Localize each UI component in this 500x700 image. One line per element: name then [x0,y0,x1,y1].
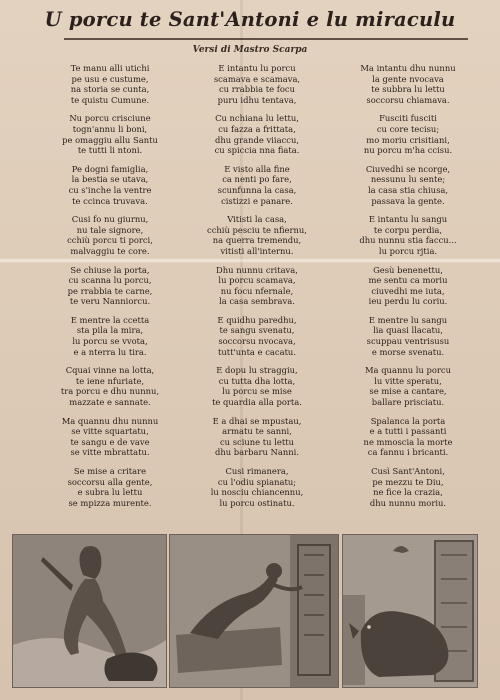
poem-line: nu focu nfernale, [220,285,294,296]
poem-line: la bestia se utava, [71,174,149,185]
poem-line: togn'annu li boni, [72,123,148,134]
poem-stanza [182,164,332,206]
poem-line: E dopu lu straggiu, [216,365,298,376]
poem-stanza [333,365,483,407]
poem-line: se mise a cantare, [369,386,447,397]
poem-stanza [35,466,185,508]
poem-stanza [35,265,185,307]
poem-line: na querra tremendu, [212,235,302,246]
poem-line: cu sciune tu lettu [219,436,294,447]
poem-line: dhu grande viiaccu, [214,134,300,145]
poem-column-1 [35,63,185,516]
man-fighting-pig-illustration [12,534,167,688]
poem-line: pe rrabbia te carne, [67,285,153,296]
illustration-3-drawing [343,535,477,687]
title-underline [64,38,468,40]
poem-line: la casa sembrava. [219,296,295,307]
poem-line: mo moriu crisitiani, [366,134,450,145]
poem-line: dhu nunnu moriu. [369,497,447,508]
poem-line: lu nosciu chiancennu, [210,487,304,498]
poem-line: lu porcu se mise [222,386,292,397]
poem-line: cu tutta dha lotta, [218,375,296,386]
poem-line: Cquai vinne na lotta, [65,365,155,376]
poem-line: Fusciti fusciti [379,113,437,124]
poem-line: puru idhu tentava, [217,94,297,105]
poem-stanza [333,265,483,307]
poem-line: lu porcu rjtia. [378,245,438,256]
poem-line: nu tale signore, [76,224,144,235]
poem-line: te quardia alla porta. [212,397,302,408]
poem-line: Spalanca la porta [370,415,446,426]
poem-stanza [182,113,332,155]
poem-stanza [35,214,185,256]
poem-line: ciuvedhi me iuta, [371,285,445,296]
poem-line: te quistu Cumune. [70,94,150,105]
poem-line: te sangu svenatu, [219,325,295,336]
poem-line: na storia se cunta, [70,84,150,95]
poem-line: E intantu lu sangu [368,214,448,225]
illustration-1-drawing [13,535,166,687]
poem-line: la gente nvocava [372,73,444,84]
poem-line: dhu barbaru Nanni. [214,447,300,458]
poem-line: pe mezzu te Diu, [372,476,444,487]
poem-line: ca nenti po fare, [222,174,292,185]
poem-line: cu rrabbia te focu [218,84,295,95]
poem-line: la casa stia chiusa, [367,184,449,195]
poem-line: malvaggiu te core. [70,245,150,256]
poem-line: dhu nunnu stia faccu... [359,235,457,246]
poem-line: te corpu perdia, [373,224,443,235]
poem-stanza [333,416,483,458]
poem-stanza [182,265,332,307]
poem-line: Te manu alli utichi [70,63,150,73]
poem-stanza [333,113,483,155]
poem-column-2 [182,63,332,516]
poem-line: Cusi fo nu giurnu, [71,214,149,225]
poem-stanza [35,113,185,155]
poem-line: cu scanna lu porcu, [68,275,152,286]
poem-line: te sangu e de vave [70,436,150,447]
poem-line: pe omaggiu allu Santu [62,134,158,145]
poem-column-3 [333,63,483,516]
poem-line: e morse svenatu. [371,346,445,357]
poem-line: E visto alla fine [224,163,290,174]
poem-line: se vitte mbrattatu. [70,447,150,458]
poem-line: E mentre lu sangu [368,314,448,325]
poem-line: lu vitte speratu, [374,375,442,386]
poem-line: te subbra lu lettu [371,84,445,95]
poem-stanza [182,365,332,407]
poem-stanza [182,63,332,105]
poem-stanza [333,466,483,508]
poem-line: tra porcu e dhu nunnu, [60,386,160,397]
poem-line: Cusì Sant'Antoni, [371,466,445,476]
poem-line: nessunu lu sente; [370,174,446,185]
poem-line: passava la gente. [371,195,445,206]
poem-line: Ciuvedhi se ncorge, [365,163,451,174]
poem-line: te iene nfuriate, [75,375,145,386]
poem-line: ballare prisciatu. [371,397,445,408]
poem-stanza [182,466,332,508]
poem-stanza [182,416,332,458]
poem-line: ne mmoscia la morte [363,436,453,447]
poem-line: te tutti li ntoni. [77,145,143,156]
poem-stanza [35,416,185,458]
poem-line: E mentre la ccetta [70,314,150,325]
poem-line: cchiù porcu ti porci, [67,235,153,246]
poem-line: Vitisti la casa, [227,214,287,225]
poem-line: ne fice la crazia, [373,487,443,498]
poem-stanza [333,214,483,256]
poem-line: sta pila la mira, [76,325,144,336]
poem-line: e a tutti i passanti [369,426,447,437]
poem-line: cu l'odiu spianatu; [217,476,297,487]
poem-line: te ccinca truvava. [72,195,148,206]
poem-line: cu s'inche la ventre [68,184,152,195]
poem-line: ieu perdu lu coriu. [368,296,448,307]
poem-line: e subra lu lettu [77,487,143,498]
poem-line: scuppau ventrisusu [366,336,450,347]
poem-line: cistizzi e panare. [221,195,293,206]
poem-line: nu porcu m'ha ccisu. [363,145,453,156]
poem-line: E intantu lu porcu [218,63,296,73]
poem-line: Dhu nunnu critava, [216,264,298,275]
poem-line: cu core tecisu; [376,123,440,134]
poem-stanza [333,315,483,357]
poem-line: lu porcu ostinatu. [219,497,295,508]
poem-line: scunfunna la casa, [217,184,297,195]
poem-stanza [182,315,332,357]
poem-line: Ma intantu dhu nunnu [360,63,456,73]
poem-line: cu fazza a frittata, [218,123,296,134]
pig-guarding-door-illustration [342,534,478,688]
poem-line: Se mise a critare [73,466,147,476]
poem-stanza [333,63,483,105]
poem-line: me sentu ca moriu [368,275,448,286]
poem-line: Cu nchiana lu lettu, [215,113,299,124]
poem-line: scamava e scamava, [213,73,301,84]
poem-line: E quidhu paredhu, [217,314,297,325]
poem-line: soccorsu chiamava. [366,94,450,105]
poem-line: lu porcu se vvota, [72,336,148,347]
poem-line: vitisti all'internu. [220,245,294,256]
poem-line: Se chiuse la porta, [70,264,150,275]
man-on-bed-with-pig-illustration [169,534,339,688]
poem-line: armatu te sanni, [222,426,292,437]
poem-stanza [182,214,332,256]
poem-title: U porcu te Sant'Antoni e lu miraculu [44,8,456,31]
poem-author: Versi di Mastro Scarpa [192,45,308,55]
poem-line: cu spiccia nna fiata. [214,145,300,156]
poem-stanza [35,365,185,407]
poem-line: Gesù benenettu, [373,264,443,275]
poem-line: lu porcu scamava, [218,275,296,286]
poem-line: E a dhai se mpustau, [212,415,302,426]
poem-line: e a nterra lu tira. [73,346,147,357]
poem-line: te veru Nanniorcu. [69,296,151,307]
poem-stanza [333,164,483,206]
poem-line: Pe dogni famiglia, [71,163,149,174]
poem-line: Nu porcu crisciune [69,113,151,124]
poem-line: lia quasi llacatu, [373,325,443,336]
poem-line: Cusi rimanera, [225,466,289,476]
poem-stanza [35,315,185,357]
poem-line: soccorsu alla gente, [67,476,153,487]
poem-line: Ma quannu dhu nunnu [61,415,159,426]
poem-line: se vitte squartatu, [71,426,149,437]
poem-stanza [35,63,185,105]
poem-line: ca fannu i bricanti. [367,447,449,458]
poem-line: mazzate e sannate. [69,397,151,408]
poem-line: soccorsu nvocava, [218,336,296,347]
poem-line: tutt'unta e cacatu. [217,346,296,357]
illustration-2-drawing [170,535,338,687]
poem-stanza [35,164,185,206]
poem-line: se mpizza murente. [68,497,152,508]
poem-line: cchiù pesciu te nfiernu, [207,224,307,235]
poem-line: Ma quannu lu porcu [364,365,452,376]
poem-line: pe usu e custume, [71,73,149,84]
